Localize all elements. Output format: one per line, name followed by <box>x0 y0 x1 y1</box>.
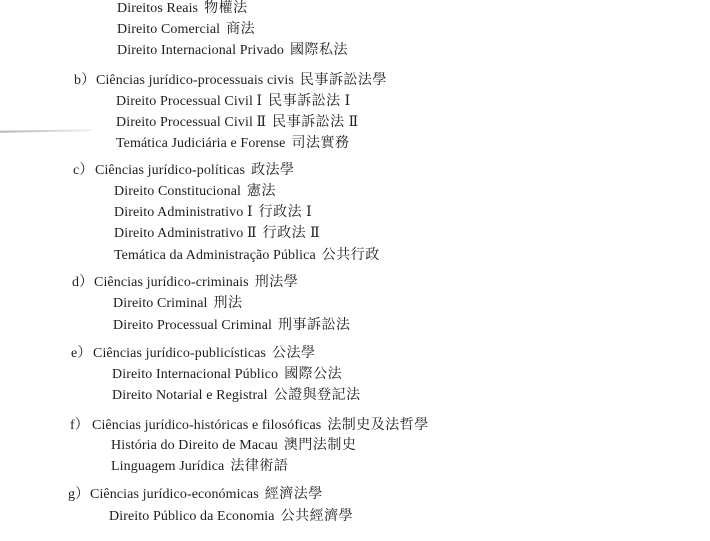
section-title: Ciências jurídico-históricas e filosóficas <box>92 418 322 433</box>
section-header <box>73 162 295 180</box>
course-name-chinese: 司法實務 <box>291 136 350 151</box>
section-title: Ciências jurídico-políticas <box>95 163 246 178</box>
course-item <box>113 295 243 313</box>
course-name: Linguagem Jurídica <box>111 459 225 474</box>
course-name-chinese: 刑法 <box>213 296 243 311</box>
course-item <box>117 42 348 60</box>
course-name: Direito Processual Criminal <box>113 318 273 333</box>
course-name: Direito Processual Civil Ⅰ <box>116 94 263 109</box>
course-name: Direito Internacional Privado <box>117 43 284 58</box>
course-name-chinese: 澳門法制史 <box>283 438 357 453</box>
section-header <box>70 417 429 435</box>
course-name: Direito Constitucional <box>114 184 242 199</box>
course-name-chinese: 物權法 <box>204 1 248 16</box>
course-item <box>116 135 349 153</box>
section-marker: b） <box>74 73 96 88</box>
section-title: Ciências jurídico-económicas <box>90 487 259 502</box>
section-marker: d） <box>72 275 94 290</box>
course-item <box>109 508 353 526</box>
course-item <box>114 183 276 201</box>
course-name-chinese: 公共經濟學 <box>280 509 354 524</box>
course-item <box>112 387 361 405</box>
section-title-chinese: 公法學 <box>272 346 316 361</box>
course-name-chinese: 刑事訴訟法 <box>278 318 351 333</box>
course-name-chinese: 商法 <box>226 22 256 37</box>
course-name-chinese: 公共行政 <box>321 248 380 263</box>
course-name: Direito Comercial <box>117 22 221 37</box>
section-title: Ciências jurídico-criminais <box>94 275 249 290</box>
course-name-chinese: 公證與登記法 <box>273 388 361 403</box>
course-name: Direito Processual Civil Ⅱ <box>116 115 267 130</box>
course-name: Temática da Administração Pública <box>114 248 316 263</box>
section-header <box>71 345 316 363</box>
section-marker: f） <box>70 418 89 433</box>
course-item <box>117 0 248 18</box>
course-item <box>114 225 320 243</box>
course-item <box>113 317 351 335</box>
section-marker: e） <box>71 346 92 361</box>
course-name: Direitos Reais <box>117 1 199 16</box>
section-header <box>68 486 323 504</box>
course-name-chinese: 行政法 Ⅰ <box>258 205 313 220</box>
course-item <box>116 93 351 111</box>
course-name: Direito Administrativo Ⅱ <box>114 226 257 241</box>
course-name: Direito Notarial e Registral <box>112 388 268 403</box>
course-item <box>116 114 359 132</box>
course-item <box>114 247 380 265</box>
course-name: Direito Público da Economia <box>109 509 275 524</box>
section-title-chinese: 政法學 <box>251 163 295 178</box>
section-header <box>72 274 298 292</box>
course-name-chinese: 國際私法 <box>289 43 348 58</box>
course-item <box>114 204 312 222</box>
course-name: História do Direito de Macau <box>111 438 278 453</box>
scan-artifact-line <box>0 129 92 133</box>
section-header <box>74 72 387 90</box>
course-item <box>111 458 288 476</box>
section-title: Ciências jurídico-publicísticas <box>93 346 267 361</box>
section-title-chinese: 經濟法學 <box>264 487 323 502</box>
course-name: Direito Administrativo Ⅰ <box>114 205 253 220</box>
section-marker: c） <box>73 163 94 178</box>
section-title-chinese: 民事訴訟法學 <box>299 73 387 88</box>
course-item <box>117 21 255 39</box>
course-name-chinese: 法律術語 <box>230 459 289 474</box>
course-name-chinese: 民事訴訟法 Ⅰ <box>268 94 351 109</box>
course-name-chinese: 憲法 <box>247 184 277 199</box>
section-title: Ciências jurídico-processuais civis <box>96 73 294 88</box>
course-item <box>112 366 342 384</box>
course-name-chinese: 民事訴訟法 Ⅱ <box>272 115 359 130</box>
course-name-chinese: 國際公法 <box>284 367 343 382</box>
section-marker: g） <box>68 487 90 502</box>
course-name: Direito Criminal <box>113 296 208 311</box>
course-name: Direito Internacional Público <box>112 367 279 382</box>
section-title-chinese: 刑法學 <box>254 275 299 290</box>
section-title-chinese: 法制史及法哲學 <box>327 418 429 433</box>
course-item <box>111 437 356 455</box>
course-name-chinese: 行政法 Ⅱ <box>262 226 321 241</box>
course-name: Temática Judiciária e Forense <box>116 136 286 151</box>
